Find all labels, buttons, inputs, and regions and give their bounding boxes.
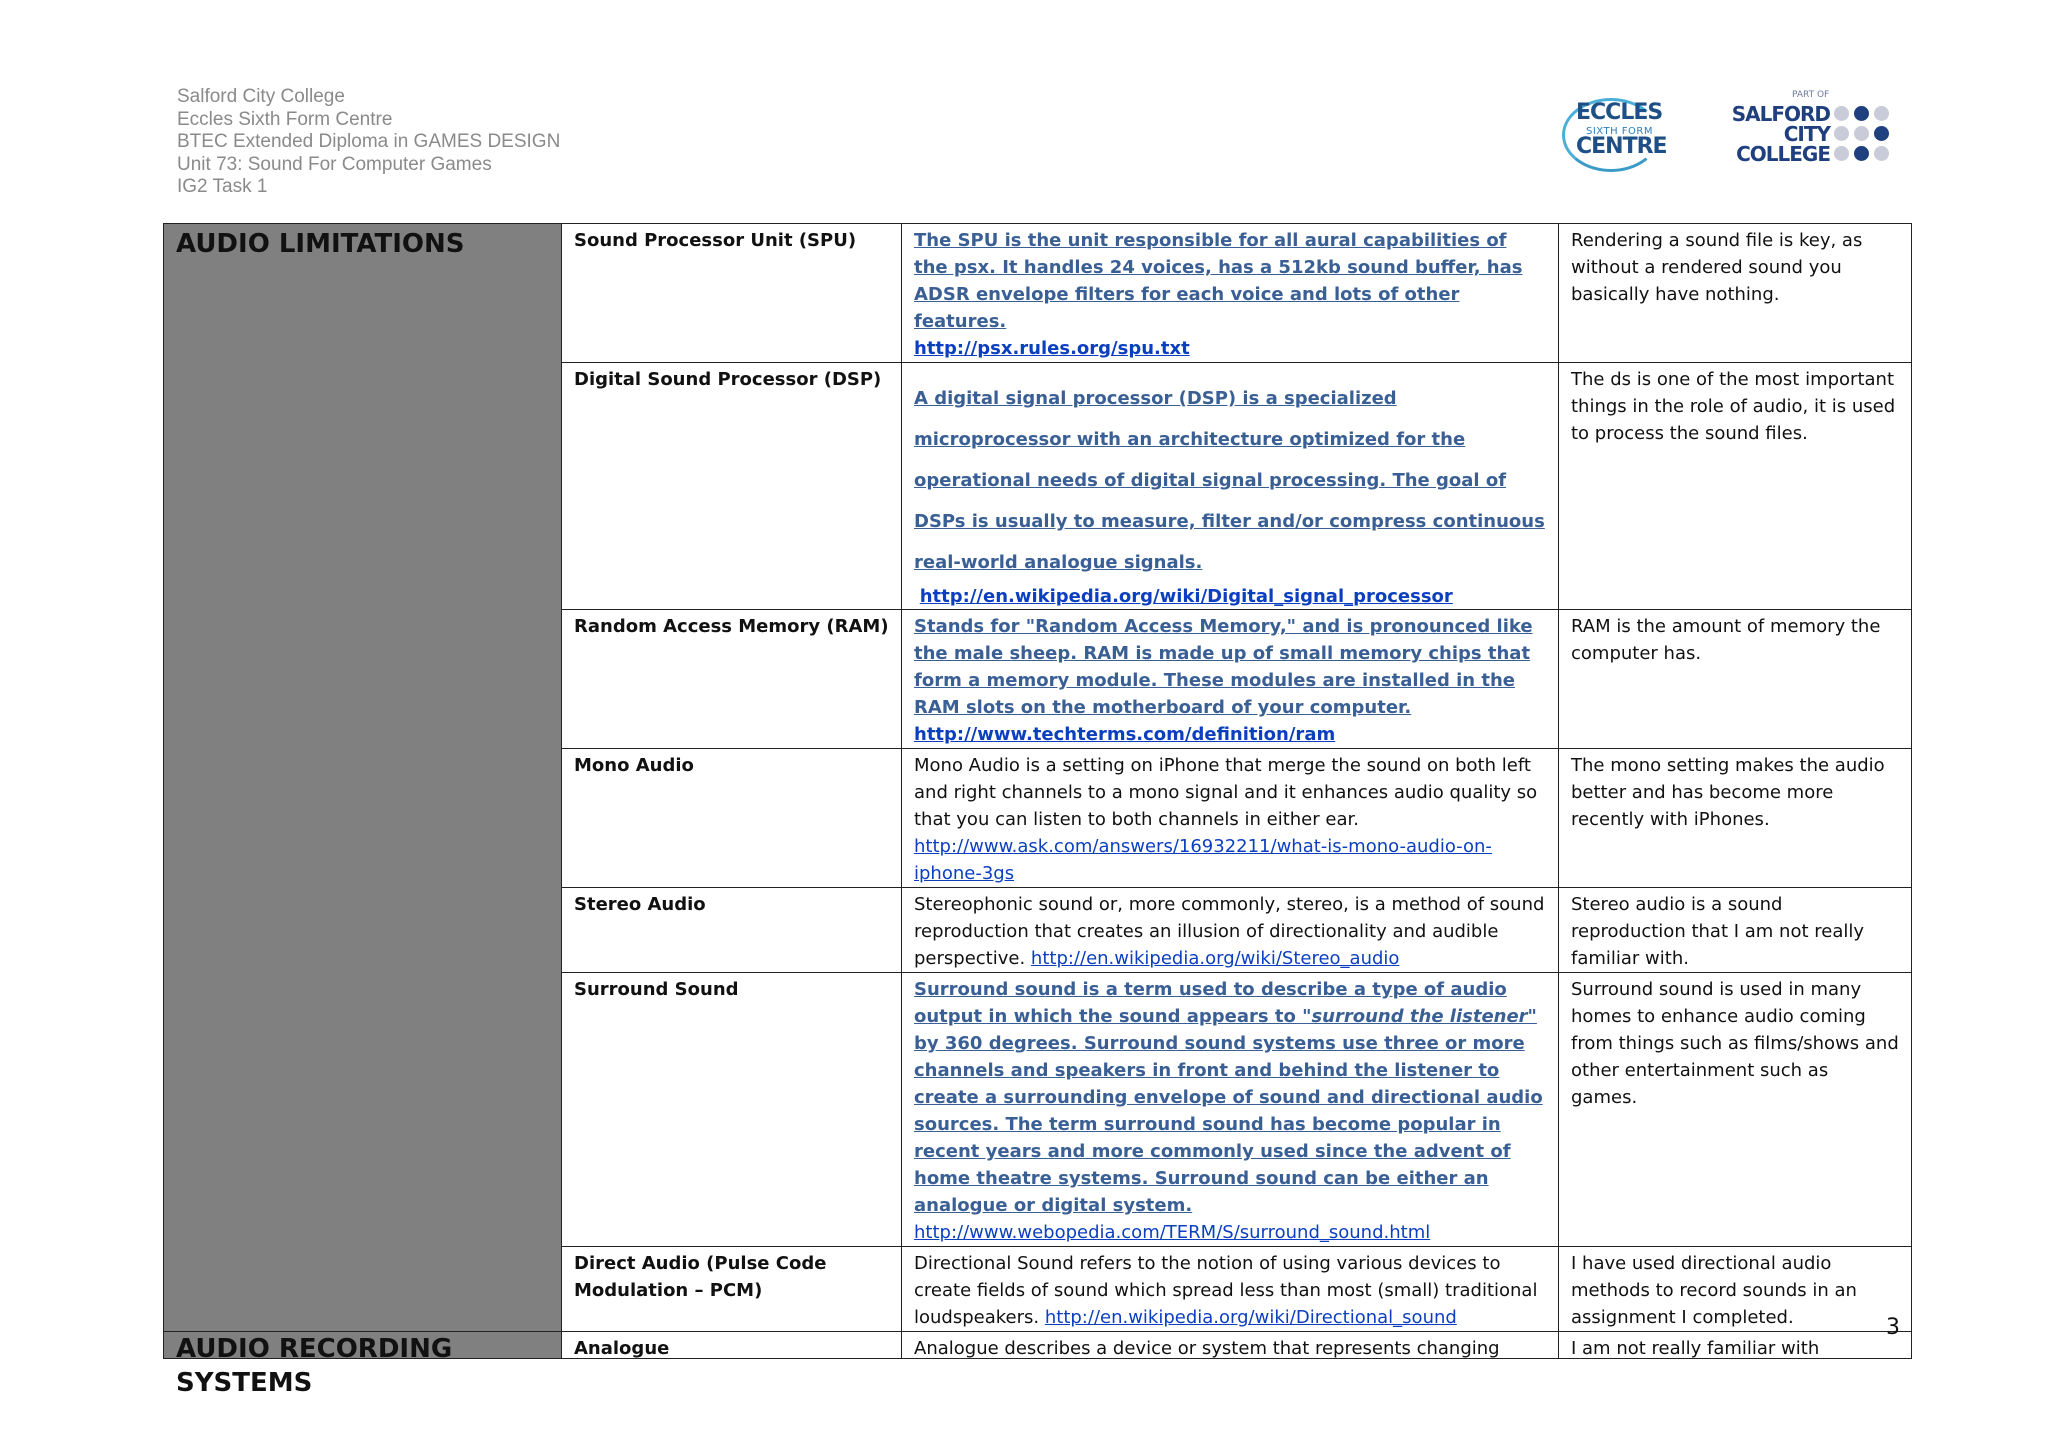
- source-link[interactable]: http://www.webopedia.com/TERM/S/surround_sound.html: [914, 1222, 1431, 1243]
- salford-city-college-logo: [1720, 90, 1900, 170]
- source-link[interactable]: http://en.wikipedia.org/wiki/Digital_signal_processor: [919, 586, 1453, 607]
- row-desc: [902, 224, 1559, 363]
- row-desc: [902, 610, 1559, 749]
- logo-dot: [1874, 146, 1889, 161]
- document-header: [177, 86, 560, 199]
- row-comment: [1559, 1332, 1912, 1359]
- row-name-text: Analogue: [574, 1338, 670, 1359]
- section-label: AUDIO RECORDING SYSTEMS: [176, 1334, 453, 1398]
- row-name: [562, 1332, 902, 1359]
- logo-dot: [1834, 106, 1849, 121]
- section-audio-recording: [164, 1332, 562, 1398]
- page-number: 3: [1886, 1315, 1900, 1340]
- source-link[interactable]: http://psx.rules.org/spu.txt: [914, 338, 1190, 359]
- desc-link-text[interactable]: [914, 979, 1543, 1216]
- logos: [1560, 90, 1890, 170]
- desc-text: Analogue describes a device or system that represents changing: [914, 1338, 1500, 1359]
- audio-table: [163, 223, 1912, 1398]
- logo-dot: [1834, 146, 1849, 161]
- row-comment: I have used directional audio methods to record sounds in an assignment I completed.: [1559, 1247, 1912, 1332]
- table-row: [164, 224, 1912, 363]
- desc-text: Stereophonic sound or, more commonly, stereo, is a method of sound reproduction that creates an illusion of directionality and audible perspective.: [914, 894, 1545, 969]
- desc-link-text[interactable]: Stands for "Random Access Memory," and is pronounced like the male sheep. RAM is made up of small memory chips that form a memory module. These modules are installed in the RAM slots on the motherboard of your computer.: [914, 616, 1533, 718]
- header-course: BTEC Extended Diploma in GAMES DESIGN: [177, 131, 561, 152]
- eccles-logo-mid: SIXTH FORM: [1586, 126, 1653, 137]
- source-link[interactable]: http://www.ask.com/answers/16932211/what-is-mono-audio-on-iphone-3gs: [914, 836, 1492, 884]
- logo-dot: [1854, 146, 1869, 161]
- desc-part: Surround sound is a term used to describe a type of audio output in which the sound appears to: [914, 979, 1507, 1027]
- row-desc: [902, 363, 1559, 610]
- desc-emphasis: "surround the listener": [1302, 1006, 1537, 1027]
- desc-text: Mono Audio is a setting on iPhone that merge the sound on both left and right channels to a mono signal and it enhances audio quality so that you can listen to both channels in either ear.: [914, 755, 1538, 830]
- eccles-logo-top: ECCLES: [1576, 100, 1663, 125]
- row-comment: Rendering a sound file is key, as without a rendered sound you basically have nothing.: [1559, 224, 1912, 363]
- logo-dot: [1854, 106, 1869, 121]
- source-link[interactable]: http://en.wikipedia.org/wiki/Stereo_audio: [1030, 948, 1400, 969]
- logo-dot: [1874, 126, 1889, 141]
- eccles-logo-bottom: CENTRE: [1576, 134, 1667, 159]
- salford-logo-1: SALFORD: [1731, 102, 1830, 126]
- logo-dots: [1834, 106, 1894, 162]
- desc-link-text[interactable]: The SPU is the unit responsible for all aural capabilities of the psx. It handles 24 voices, has a 512kb sound buffer, has ADSR envelope filters for each voice and lots of other features.: [914, 230, 1523, 332]
- header-task: IG2 Task 1: [177, 176, 268, 197]
- eccles-centre-logo: [1562, 96, 1672, 168]
- salford-logo-2: CITY: [1783, 122, 1830, 146]
- row-comment: The mono setting makes the audio better and has become more recently with iPhones.: [1559, 749, 1912, 888]
- row-desc: [902, 973, 1559, 1247]
- logo-dot: [1854, 126, 1869, 141]
- header-unit: Unit 73: Sound For Computer Games: [177, 153, 492, 175]
- row-name: Digital Sound Processor (DSP): [562, 363, 902, 610]
- salford-logo-3: COLLEGE: [1736, 142, 1830, 166]
- source-link[interactable]: http://en.wikipedia.org/wiki/Directional_sound: [1044, 1307, 1457, 1328]
- row-comment: Surround sound is used in many homes to enhance audio coming from things such as films/shows and other entertainment such as games.: [1559, 973, 1912, 1247]
- row-name: Sound Processor Unit (SPU): [562, 224, 902, 363]
- logo-dot: [1874, 106, 1889, 121]
- comment-text: I am not really familiar with: [1571, 1338, 1820, 1359]
- desc-text: Directional Sound refers to the notion of using various devices to create fields of sound which spread less than most (small) traditional loudspeakers.: [914, 1253, 1538, 1328]
- source-link[interactable]: http://www.techterms.com/definition/ram: [914, 724, 1336, 745]
- desc-link-text[interactable]: A digital signal processor (DSP) is a specialized microprocessor with an architecture optimized for the operational needs of digital signal processing. The goal of DSPs is usually to measure, filter and/or compress continuous real-world analogue signals.: [914, 388, 1545, 573]
- row-desc: [902, 1332, 1559, 1359]
- row-name: Random Access Memory (RAM): [562, 610, 902, 749]
- row-name: Mono Audio: [562, 749, 902, 888]
- row-comment: The ds is one of the most important things in the role of audio, it is used to process the sound files.: [1559, 363, 1912, 610]
- row-name: Stereo Audio: [562, 888, 902, 973]
- header-college: Salford City College: [177, 86, 345, 107]
- logo-dot: [1834, 126, 1849, 141]
- row-comment: Stereo audio is a sound reproduction that I am not really familiar with.: [1559, 888, 1912, 973]
- row-desc: [902, 888, 1559, 973]
- section-audio-limitations: AUDIO LIMITATIONS: [164, 224, 562, 1332]
- row-name: Direct Audio (Pulse Code Modulation – PCM): [562, 1247, 902, 1332]
- row-comment: RAM is the amount of memory the computer has.: [1559, 610, 1912, 749]
- salford-part-of: PART OF: [1792, 90, 1830, 100]
- header-centre: Eccles Sixth Form Centre: [177, 108, 393, 130]
- row-desc: [902, 1247, 1559, 1332]
- desc-part: by 360 degrees. Surround sound systems use three or more channels and speakers in front and behind the listener to create a surrounding envelope of sound and directional audio sources. The term surround sound has become popular in recent years and more commonly used since the advent of home theatre systems. Surround sound can be either an analogue or digital system.: [914, 1033, 1543, 1216]
- table-row: [164, 1332, 1912, 1359]
- row-name: Surround Sound: [562, 973, 902, 1247]
- row-desc: [902, 749, 1559, 888]
